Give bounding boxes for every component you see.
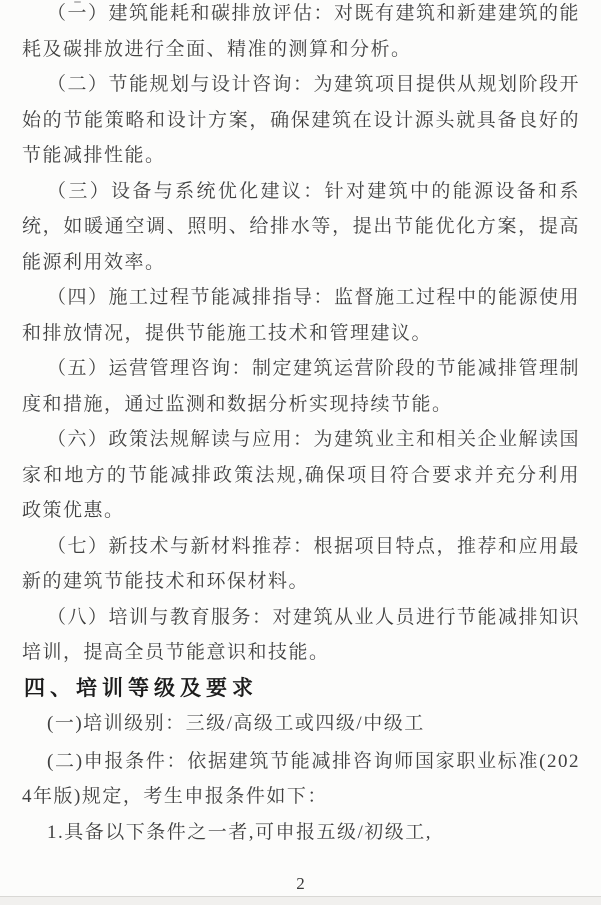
scan-bottom-edge [0,896,601,905]
paragraph-item-8: （八）培训与教育服务：对建筑从业人员进行节能减排知识培训，提高全员节能意识和技能。 [22,606,581,663]
paragraph-item-4: （四）施工过程节能减排指导：监督施工过程中的能源使用和排放情况，提供节能施工技术和管理建议。 [22,287,581,344]
section-heading: 四、培训等级及要求 [24,676,258,700]
page-number: 2 [296,874,305,893]
paragraph-item-2: （二）节能规划与设计咨询：为建筑项目提供从规划阶段开始的节能策略和设计方案，确保建筑在设计源头就具备良好的节能减排性能。 [22,74,581,166]
sub-paragraph-condition-1: 1.具备以下条件之一者,可申报五级/初级工, [47,821,433,843]
paragraph-item-6: （六）政策法规解读与应用：为建筑业主和相关企业解读国家和地方的节能减排政策法规,确保项目符合要求并充分利用政策优惠。 [22,429,581,521]
sub-paragraph-application-conditions: (二)申报条件：依据建筑节能减排咨询师国家职业标准(2024年版)规定，考生申报条件如下： [22,750,580,807]
paragraph-item-7: （七）新技术与新材料推荐：根据项目特点，推荐和应用最新的建筑节能技术和环保材料。 [22,535,581,592]
scan-artifact [74,1,81,3]
paragraph-item-5: （五）运营管理咨询：制定建筑运营阶段的节能减排管理制度和措施，通过监测和数据分析实现持续节能。 [22,358,581,415]
sub-paragraph-training-level: (一)培训级别：三级/高级工或四级/中级工 [47,713,425,734]
paragraph-item-1: （一）建筑能耗和碳排放评估：对既有建筑和新建建筑的能耗及碳排放进行全面、精准的测算和分析。 [22,3,581,60]
paragraph-item-3: （三）设备与系统优化建议：针对建筑中的能源设备和系统，如暖通空调、照明、给排水等，提出节能优化方案，提高能源利用效率。 [22,180,580,273]
